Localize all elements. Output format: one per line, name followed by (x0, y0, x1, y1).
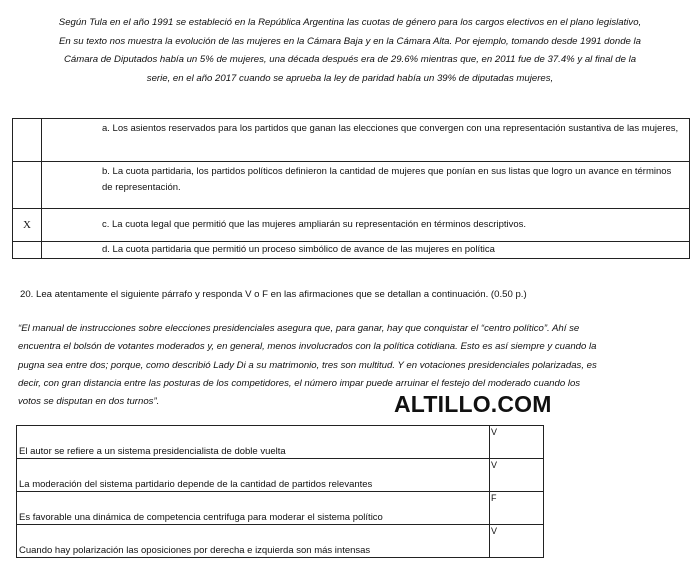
intro-line: En su texto nos muestra la evolución de las mujeres en la Cámara Baja y en la Cámara Alta. Por ejemplo, tomando desde 1991 donde la (59, 35, 641, 47)
statement-answer[interactable]: V (490, 459, 544, 492)
statement-row (17, 426, 544, 459)
statement-text: Es favorable una dinámica de competencia centrifuga para moderar el sistema político (17, 492, 490, 525)
option-row (13, 162, 690, 209)
statement-text: El autor se refiere a un sistema presidencialista de doble vuelta (17, 426, 490, 459)
option-mark[interactable] (13, 119, 42, 162)
option-row (13, 209, 690, 242)
statement-text: Cuando hay polarización las oposiciones por derecha e izquierda son más intensas (17, 525, 490, 558)
option-row (13, 119, 690, 162)
statement-row (17, 459, 544, 492)
watermark-logo: ALTILLO.COM (394, 391, 552, 417)
option-row (13, 242, 690, 259)
true-false-table (16, 425, 544, 558)
quote-paragraph (18, 320, 686, 411)
question-20: 20. Lea atentamente el siguiente párrafo y responda V o F en las afirmaciones que se detallan a continuación. (0.50 p.) (20, 289, 527, 300)
option-mark[interactable] (13, 242, 42, 259)
quote-line: decir, con gran distancia entre las posturas de los competidores, el número impar puede arruinar el festejo del moderado cuando los (18, 377, 581, 389)
option-mark[interactable]: X (13, 209, 42, 242)
option-text: c. La cuota legal que permitió que las mujeres ampliarán su representación en términos descriptivos. (42, 209, 690, 242)
quote-line: pugna sea entre dos; porque, como describió Lady Di a su matrimonio, tres son multitud. Y en votaciones presidenciales polarizadas, es (18, 359, 597, 371)
option-text: a. Los asientos reservados para los partidos que ganan las elecciones que convergen con una representación sustantiva de las mujeres, (42, 119, 690, 162)
quote-line: votos se disputan en dos turnos”. (18, 396, 160, 408)
quote-line: encuentra el bolsón de votantes moderados y, en general, menos involucrados con la política cotidiana. Esto es así siempre y cuando la (18, 341, 597, 353)
option-mark[interactable] (13, 162, 42, 209)
statement-text: La moderación del sistema partidario depende de la cantidad de partidos relevantes (17, 459, 490, 492)
option-text: d. La cuota partidaria que permitió un proceso simbólico de avance de las mujeres en política (42, 242, 690, 259)
statement-answer[interactable]: V (490, 426, 544, 459)
options-table (12, 118, 690, 259)
statement-row (17, 492, 544, 525)
intro-line: serie, en el año 2017 cuando se aprueba la ley de paridad había un 39% de diputadas mujeres, (146, 72, 554, 84)
intro-paragraph (16, 14, 684, 88)
statement-answer[interactable]: V (490, 525, 544, 558)
intro-line: Cámara de Diputados había un 5% de mujeres, una década después era de 29.6% mientras que, en 2011 fue de 37.4% y al final de la (63, 54, 637, 65)
statement-row (17, 525, 544, 558)
intro-line: Según Tula en el año 1991 se estableció en la República Argentina las cuotas de género para los cargos electivos en el plano legislativo, (58, 17, 642, 28)
quote-line: “El manual de instrucciones sobre elecciones presidenciales asegura que, para ganar, hay que conquistar el “centro político”. Ahí se (18, 323, 580, 334)
statement-answer[interactable]: F (490, 492, 544, 525)
option-text: b. La cuota partidaria, los partidos políticos definieron la cantidad de mujeres que ponían en sus listas que logro un avance en términos de representación. (42, 162, 690, 209)
